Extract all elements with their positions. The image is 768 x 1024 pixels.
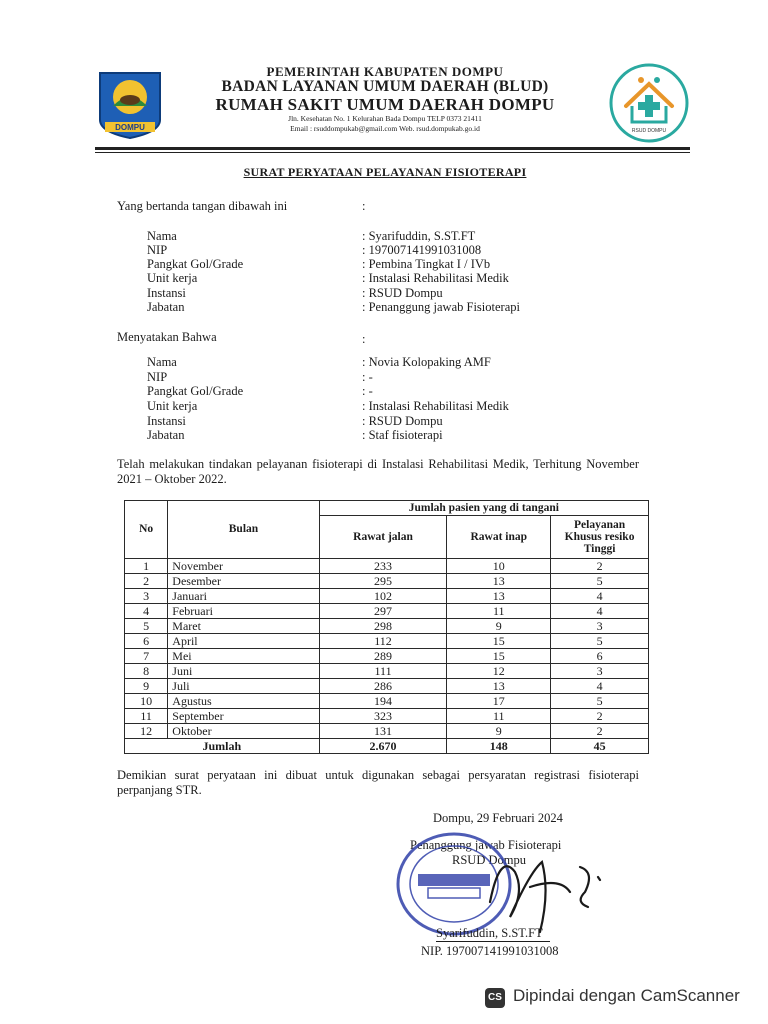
cell-no: 7 (125, 649, 168, 664)
cell-khusus: 2 (551, 559, 649, 574)
subject-rank-label: Pangkat Gol/Grade (147, 384, 244, 398)
table-header-row (125, 501, 649, 516)
cell-khusus: 4 (551, 589, 649, 604)
cell-bulan: Juli (168, 679, 319, 694)
cell-no: 3 (125, 589, 168, 604)
cell-rawat-jalan: 131 (319, 724, 447, 739)
subject-position-label: Jabatan (147, 428, 185, 442)
col-khusus-header: Pelayanan Khusus resiko Tinggi (551, 516, 649, 559)
cell-no: 9 (125, 679, 168, 694)
cell-no: 1 (125, 559, 168, 574)
cell-rawat-jalan: 111 (319, 664, 447, 679)
camscanner-watermark (475, 980, 765, 1016)
table-row (125, 619, 649, 634)
cell-rawat-inap: 15 (447, 649, 551, 664)
statement-intro: Menyatakan Bahwa (117, 330, 217, 344)
col-no-header: No (125, 501, 168, 559)
table-row (125, 574, 649, 589)
cell-rawat-jalan: 286 (319, 679, 447, 694)
subject-nip-value: : - (362, 370, 373, 384)
cell-rawat-inap: 15 (447, 634, 551, 649)
cell-rawat-jalan: 112 (319, 634, 447, 649)
cell-rawat-jalan: 102 (319, 589, 447, 604)
total-khusus: 45 (551, 739, 649, 754)
cell-khusus: 2 (551, 709, 649, 724)
cell-no: 4 (125, 604, 168, 619)
signer-name-label: Nama (147, 229, 177, 243)
total-rawat-jalan: 2.670 (319, 739, 447, 754)
cell-rawat-jalan: 289 (319, 649, 447, 664)
place-date: Dompu, 29 Februari 2024 (433, 811, 563, 825)
cell-bulan: Maret (168, 619, 319, 634)
cell-rawat-inap: 13 (447, 589, 551, 604)
cell-bulan: Mei (168, 649, 319, 664)
cell-bulan: Desember (168, 574, 319, 589)
cell-khusus: 4 (551, 604, 649, 619)
cell-bulan: September (168, 709, 319, 724)
col-bulan-header: Bulan (168, 501, 319, 559)
patient-table (124, 500, 649, 754)
svg-text:RSUD DOMPU: RSUD DOMPU (631, 128, 667, 134)
subject-rank-value: : - (362, 384, 373, 398)
cell-khusus: 5 (551, 694, 649, 709)
dompu-regency-logo (95, 70, 165, 140)
signer-role: Penanggung jawab Fisioterapi (410, 838, 562, 852)
service-period-paragraph: Telah melakukan tindakan pelayanan fisioterapi di Instalasi Rehabilitasi Medik, Terhitung November 2021 – Oktober 2022. (117, 457, 639, 486)
signer-position-label: Jabatan (147, 300, 185, 314)
cell-rawat-inap: 9 (447, 724, 551, 739)
cell-bulan: April (168, 634, 319, 649)
camscanner-icon: CS (485, 988, 505, 1008)
camscanner-text: Dipindai dengan CamScanner (513, 986, 740, 1005)
header-government: PEMERINTAH KABUPATEN DOMPU (266, 64, 504, 79)
col-rawat-jalan-header: Rawat jalan (319, 516, 447, 559)
signer-rank-value: : Pembina Tingkat I / IVb (362, 257, 491, 271)
header-contact: Email : rsuddompukab@gmail.com Web. rsud.dompukab.go.id (290, 124, 480, 133)
cell-khusus: 5 (551, 574, 649, 589)
signer-rank-label: Pangkat Gol/Grade (147, 257, 244, 271)
signatory-name-underline (436, 941, 550, 942)
cell-bulan: November (168, 559, 319, 574)
cell-khusus: 2 (551, 724, 649, 739)
table-body (125, 559, 649, 739)
total-rawat-inap: 148 (447, 739, 551, 754)
cell-no: 10 (125, 694, 168, 709)
cell-rawat-jalan: 295 (319, 574, 447, 589)
cell-khusus: 6 (551, 649, 649, 664)
signer-intro: Yang bertanda tangan dibawah ini (117, 199, 288, 213)
cell-rawat-jalan: 194 (319, 694, 447, 709)
table-row (125, 559, 649, 574)
cell-bulan: Oktober (168, 724, 319, 739)
signer-nip-label: NIP (147, 243, 168, 257)
signer-unit-label: Unit kerja (147, 271, 198, 285)
header-rule-thin (95, 152, 690, 153)
closing-paragraph: Demikian surat peryataan ini dibuat untuk digunakan sebagai persyaratan registrasi fisioterapi perpanjang STR. (117, 768, 639, 797)
subject-agency-label: Instansi (147, 414, 186, 428)
cell-khusus: 3 (551, 619, 649, 634)
cell-no: 12 (125, 724, 168, 739)
cell-no: 6 (125, 634, 168, 649)
cell-rawat-inap: 12 (447, 664, 551, 679)
cell-rawat-inap: 11 (447, 709, 551, 724)
cell-no: 5 (125, 619, 168, 634)
group-header: Jumlah pasien yang di tangani (319, 501, 648, 516)
header-agency: BADAN LAYANAN UMUM DAERAH (BLUD) (221, 78, 549, 95)
subject-unit-value: : Instalasi Rehabilitasi Medik (362, 399, 509, 413)
table-row (125, 709, 649, 724)
cell-rawat-inap: 10 (447, 559, 551, 574)
signer-nip-value: : 197007141991031008 (362, 243, 482, 257)
table-row (125, 724, 649, 739)
subject-nip-label: NIP (147, 370, 168, 384)
cell-rawat-jalan: 323 (319, 709, 447, 724)
table-total-row (125, 739, 649, 754)
subject-unit-label: Unit kerja (147, 399, 198, 413)
cell-rawat-inap: 17 (447, 694, 551, 709)
document-title: SURAT PERYATAAN PELAYANAN FISIOTERAPI (243, 165, 527, 179)
signer-unit-value: : Instalasi Rehabilitasi Medik (362, 271, 509, 285)
cell-no: 8 (125, 664, 168, 679)
signer-intro-colon: : (362, 199, 366, 213)
signatory-nip: NIP. 197007141991031008 (421, 944, 559, 958)
cell-bulan: Juni (168, 664, 319, 679)
cell-bulan: Februari (168, 604, 319, 619)
svg-text:DOMPU: DOMPU (115, 123, 145, 132)
subject-name-value: : Novia Kolopaking AMF (362, 355, 491, 369)
table-row (125, 664, 649, 679)
cell-no: 2 (125, 574, 168, 589)
total-label: Jumlah (125, 739, 320, 754)
cell-khusus: 5 (551, 634, 649, 649)
cell-khusus: 4 (551, 679, 649, 694)
cell-rawat-jalan: 297 (319, 604, 447, 619)
cell-rawat-inap: 9 (447, 619, 551, 634)
signer-agency-label: Instansi (147, 286, 186, 300)
table-row (125, 589, 649, 604)
table-row (125, 634, 649, 649)
table-row (125, 604, 649, 619)
header-address: Jln. Kesehatan No. 1 Kelurahan Bada Dompu TELP 0373 21411 (288, 114, 482, 123)
subject-agency-value: : RSUD Dompu (362, 414, 443, 428)
cell-rawat-jalan: 298 (319, 619, 447, 634)
signer-agency-value: : RSUD Dompu (362, 286, 443, 300)
cell-bulan: Agustus (168, 694, 319, 709)
table-row (125, 679, 649, 694)
table-row (125, 694, 649, 709)
cell-rawat-jalan: 233 (319, 559, 447, 574)
cell-khusus: 3 (551, 664, 649, 679)
subject-position-value: : Staf fisioterapi (362, 428, 443, 442)
signer-org: RSUD Dompu (452, 853, 526, 867)
cell-no: 11 (125, 709, 168, 724)
statement-intro-colon: : (362, 332, 366, 346)
subject-name-label: Nama (147, 355, 177, 369)
col-rawat-inap-header: Rawat inap (447, 516, 551, 559)
cell-rawat-inap: 13 (447, 679, 551, 694)
cell-bulan: Januari (168, 589, 319, 604)
cell-rawat-inap: 11 (447, 604, 551, 619)
signatory-name: Syarifuddin, S.ST.FT (436, 926, 543, 940)
table-row (125, 649, 649, 664)
rsud-dompu-logo (608, 62, 690, 144)
header-hospital: RUMAH SAKIT UMUM DAERAH DOMPU (215, 95, 555, 114)
signer-position-value: : Penanggung jawab Fisioterapi (362, 300, 520, 314)
cell-rawat-inap: 13 (447, 574, 551, 589)
signer-name-value: : Syarifuddin, S.ST.FT (362, 229, 476, 243)
header-rule-thick (95, 147, 690, 150)
